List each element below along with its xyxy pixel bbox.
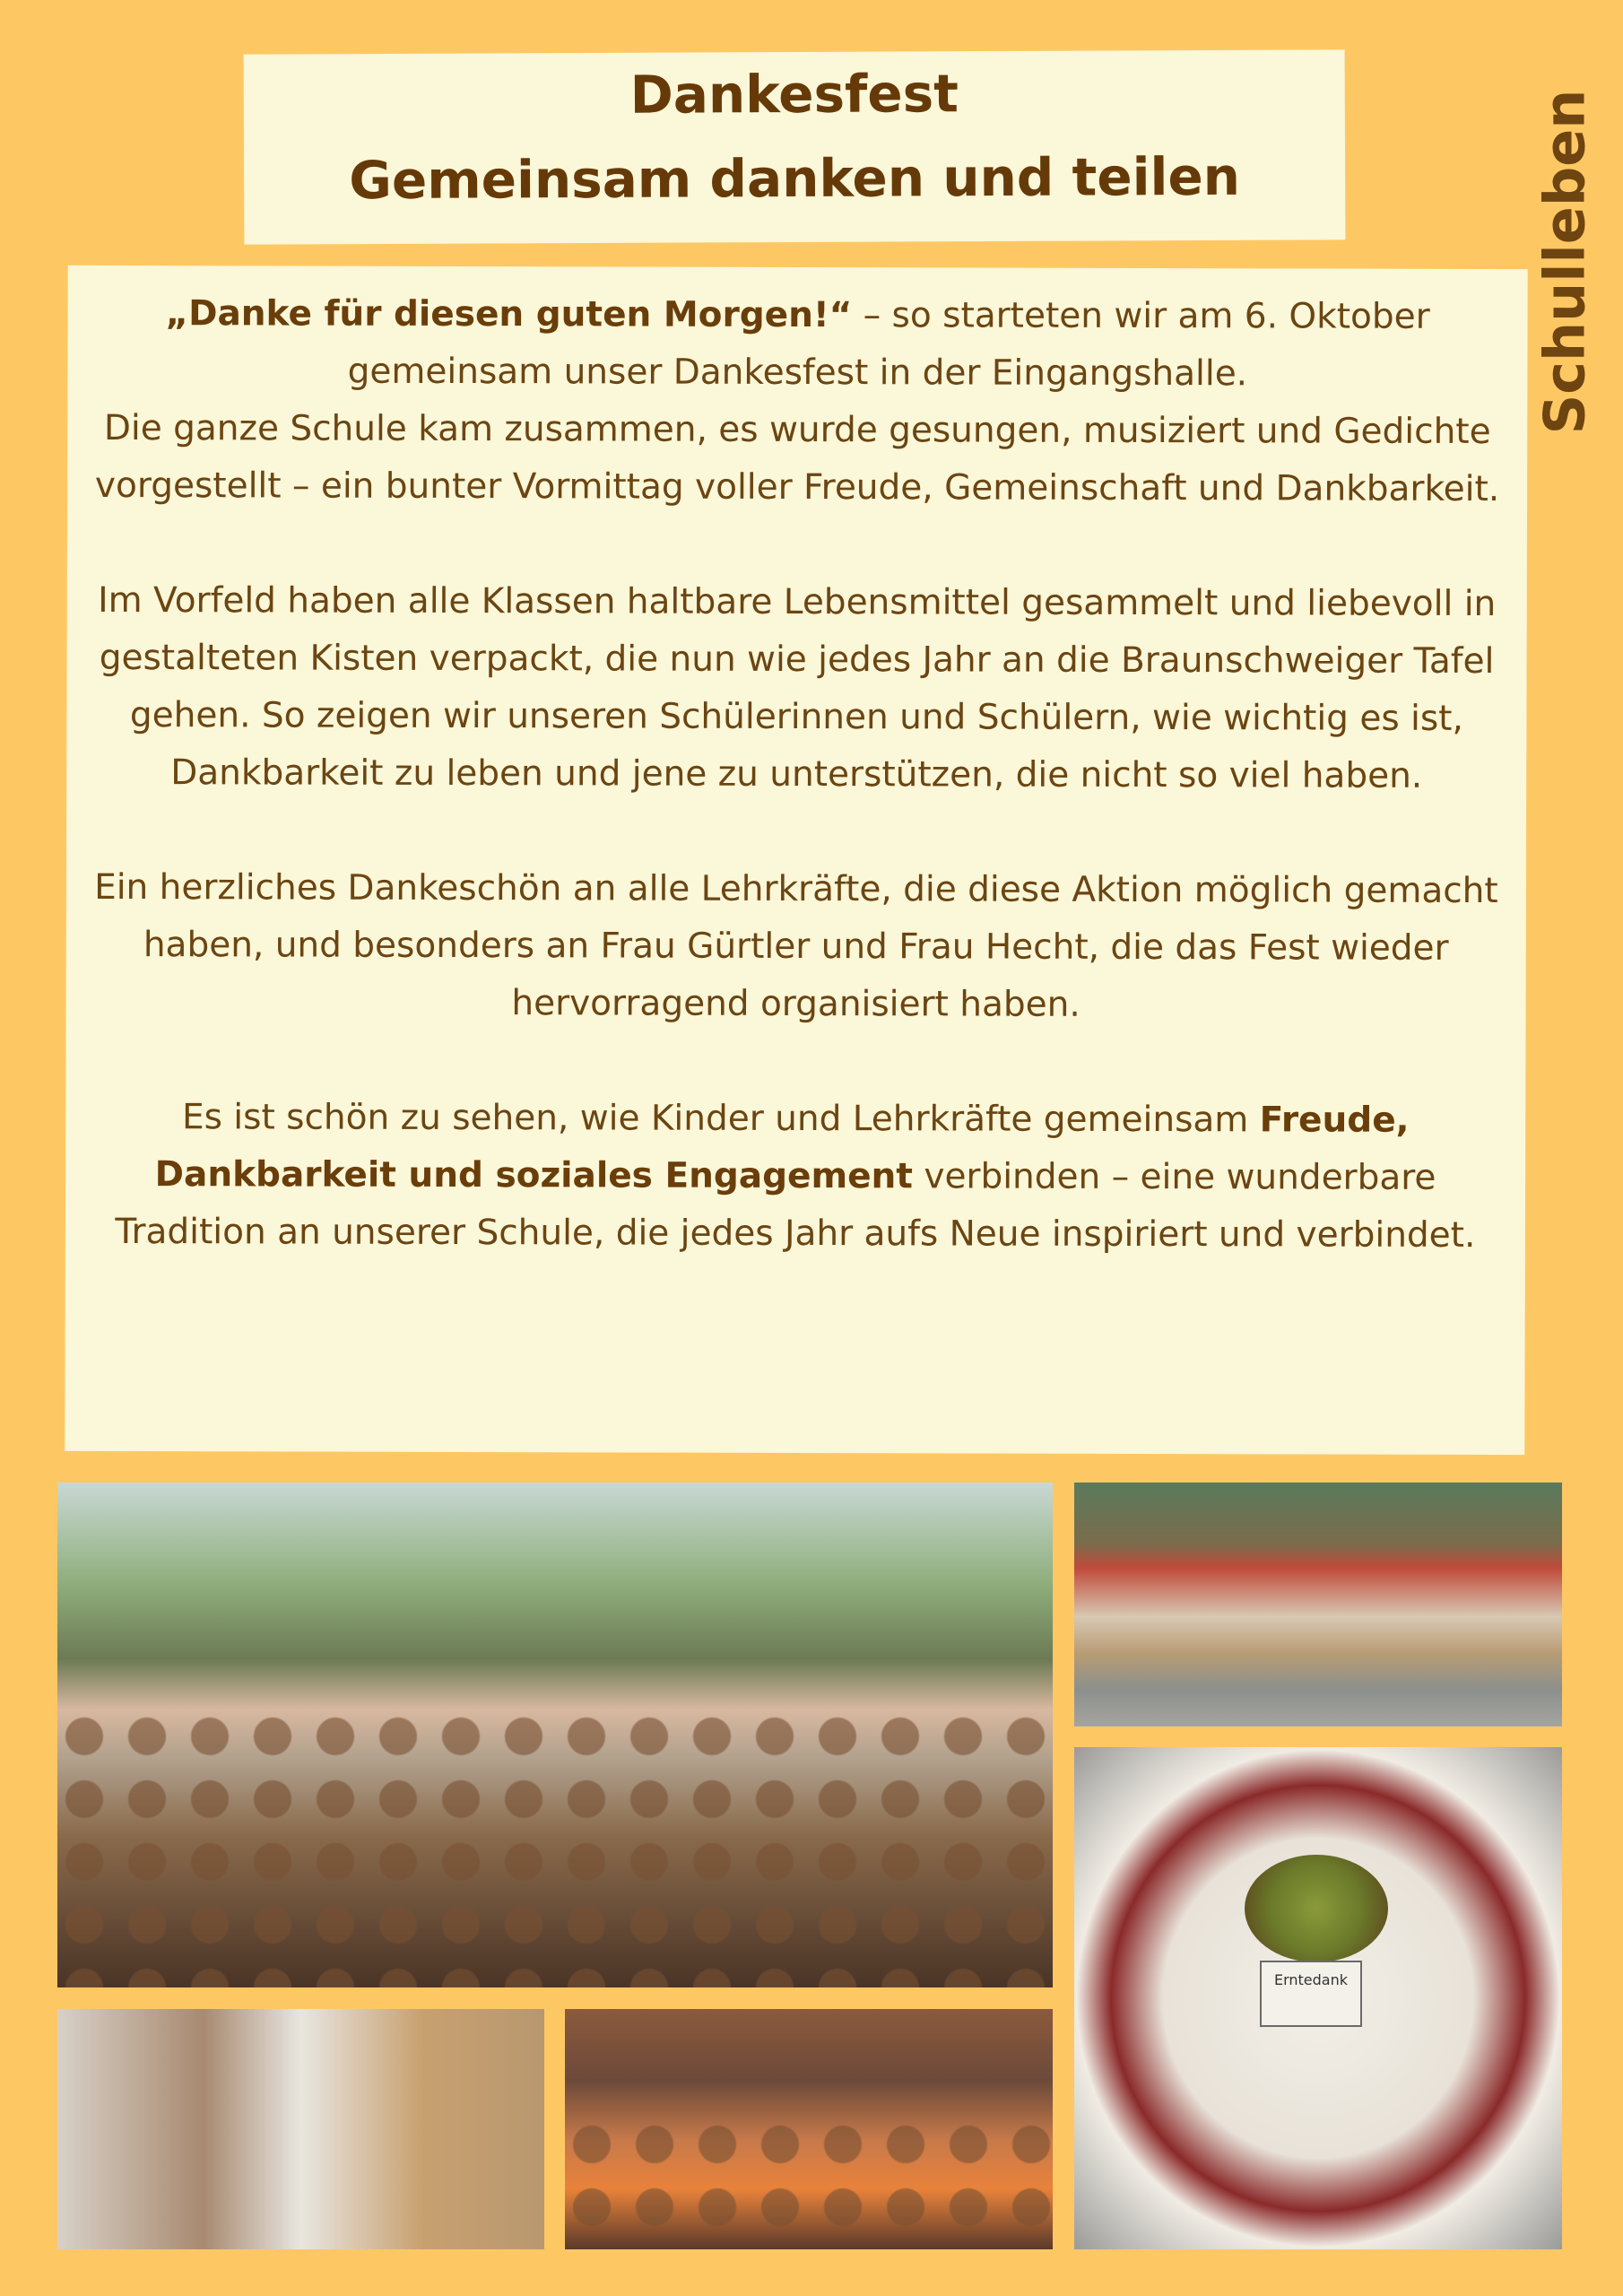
- fruit-bowl-image: [1245, 1855, 1388, 1962]
- paragraph-4-start: Es ist schön zu sehen, wie Kinder und Lehrkräfte gemeinsam: [181, 1097, 1260, 1141]
- title-line-1: Dankesfest: [629, 63, 959, 126]
- section-label: [1532, 83, 1598, 441]
- photo-donation-boxes: [1074, 1483, 1562, 1726]
- section-label-text: Schulleben: [1532, 89, 1598, 435]
- photo-crowd-overlay-2: [565, 2118, 1053, 2249]
- photo-harvest-table: [1074, 1747, 1562, 2249]
- photo-crowd-overlay: [57, 1709, 1053, 1987]
- title-line-2: Gemeinsam danken und teilen: [349, 145, 1241, 212]
- photo-children-papers: [57, 2009, 544, 2249]
- paragraph-1: [80, 285, 1515, 518]
- photo-children-singing: [565, 2009, 1053, 2249]
- paragraph-1-text: – so starteten wir am 6. Oktober gemeinsam unser Dankesfest in der Eingangshalle.: [347, 295, 1430, 395]
- article-card: [65, 265, 1527, 1455]
- erntedank-sign: Erntedank: [1260, 1961, 1362, 2027]
- page-title: [244, 49, 1346, 222]
- paragraph-3: Ein herzliches Dankeschön an alle Lehrkräfte, die diese Aktion möglich gemacht haben, und besonders an Frau Gürtler und Frau Hecht, die das Fest wieder hervorragend organisiert haben.: [94, 866, 1498, 1025]
- paragraph-4-end: verbinden – eine wunderbare Tradition an unserer Schule, die jedes Jahr aufs Neue inspiriert und verbindet.: [115, 1156, 1476, 1256]
- photo-assembly-stage: [57, 1483, 1053, 1987]
- paragraph-4: [78, 1089, 1513, 1265]
- title-card: [244, 49, 1346, 244]
- paragraph-2: Im Vorfeld haben alle Klassen haltbare Lebensmittel gesammelt und liebevoll in gestalteten Kisten verpackt, die nun wie jedes Jahr an die Braunschweiger Tafel gehen. So zeigen wir unseren Schülerinnen und Schülern, wie wichtig es ist, Dankbarkeit zu leben und jene zu unterstützen, die nicht so viel haben.: [98, 579, 1497, 796]
- paragraph-4-bold: Freude, Dankbarkeit und soziales Engagement: [154, 1100, 1410, 1197]
- quote-bold: „Danke für diesen guten Morgen!“: [165, 293, 853, 336]
- paragraph-1-line2: Die ganze Schule kam zusammen, es wurde gesungen, musiziert und Gedichte vorgestellt – ein bunter Vormittag voller Freude, Gemeinschaft und Dankbarkeit.: [94, 407, 1500, 510]
